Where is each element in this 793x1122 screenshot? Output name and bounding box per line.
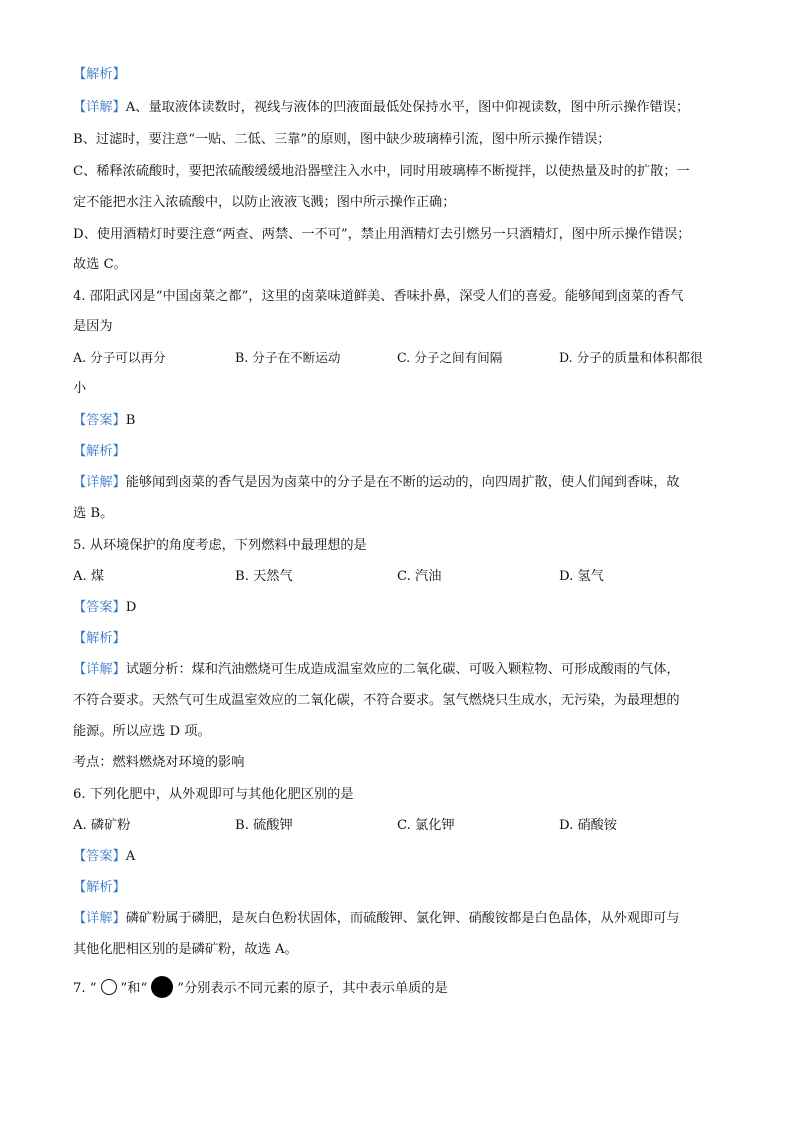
q4-option-d: D. 分子的质量和体积都很: [559, 350, 703, 365]
q6-option-c: C. 氯化钾: [397, 818, 455, 833]
q5-detail-line-2: 不符合要求。天然气可生成温室效应的二氧化碳，不符合要求。氢气燃烧只生成水，无污染，为最理想的: [73, 693, 680, 708]
q3-detail-line-1: [73, 99, 689, 117]
q3-detail-line-3: C、稀释浓硫酸时，要把浓硫酸缓缓地沿器壁注入水中，同时用玻璃棒不断搅拌，以使热量及时的扩散；一: [73, 164, 690, 179]
xiangjie-label: 【详解】: [73, 100, 126, 115]
q7-text-3: ”分别表示不同元素的原子，其中表示单质的是: [177, 981, 448, 996]
daan-label: 【答案】: [73, 849, 126, 864]
q5-option-c: C. 汽油: [397, 569, 442, 584]
xiangjie-label: 【详解】: [73, 911, 126, 926]
q5-detail-line-1: [73, 661, 680, 679]
q6-detail-line-2: 其他化肥相区别的是磷矿粉，故选 A。: [73, 942, 298, 957]
q5-detail-line-3: 能源。所以应选 D 项。: [73, 724, 211, 739]
q5-kaodian: 考点：燃料燃烧对环境的影响: [73, 755, 245, 770]
q3-detail-line-4: 定不能把水注入浓硫酸中，以防止液液飞溅；图中所示操作正确；: [73, 195, 456, 210]
q4-answer-line: [73, 412, 135, 430]
q4-stem-line-2: 是因为: [73, 319, 113, 334]
q6-answer: A: [125, 849, 136, 864]
q5-stem: 5. 从环境保护的角度考虑，下列燃料中最理想的是: [73, 538, 367, 553]
q5-option-b: B. 天然气: [235, 569, 293, 584]
jiexi-label: 【解析】: [73, 444, 126, 459]
q6-option-a: A. 磷矿粉: [73, 818, 131, 833]
filled-circle-atom-icon: [151, 976, 173, 998]
q5-jiexi-tag: [73, 630, 126, 648]
q4-option-b: B. 分子在不断运动: [235, 350, 341, 365]
daan-label: 【答案】: [73, 413, 126, 428]
q3-detail-line-2: B、过滤时，要注意“一贴、二低、三靠”的原则，图中缺少玻璃棒引流，图中所示操作错误；: [73, 132, 611, 147]
q5-answer-line: [73, 599, 136, 617]
open-circle-atom-icon: [101, 979, 117, 995]
q6-stem: 6. 下列化肥中，从外观即可与其他化肥区别的是: [73, 787, 354, 802]
q4-option-c: C. 分子之间有间隔: [397, 350, 503, 365]
xiangjie-label: 【详解】: [73, 662, 126, 677]
q5-answer: D: [125, 600, 137, 615]
q4-detail-line-1: [73, 474, 680, 492]
jiexi-label: 【解析】: [73, 631, 126, 646]
q4-option-d-cont: 小: [73, 381, 87, 396]
q7-text-1: 7. “: [73, 981, 97, 996]
q6-option-d: D. 硝酸铵: [559, 818, 618, 833]
q6-detail-text: 磷矿粉属于磷肥，是灰白色粉状固体，而硫酸钾、氯化钾、硝酸铵都是白色晶体，从外观即可与: [125, 911, 680, 926]
q6-answer-line: [73, 848, 135, 866]
q3-detail-line-5: D、使用酒精灯时要注意“两查、两禁、一不可”，禁止用酒精灯去引燃另一只酒精灯，图中所示操作错误；: [73, 227, 691, 242]
jiexi-label: 【解析】: [73, 880, 126, 895]
q4-answer: B: [125, 413, 136, 428]
xiangjie-label: 【详解】: [73, 475, 126, 490]
daan-label: 【答案】: [73, 600, 126, 615]
q3-jiexi-tag: [73, 66, 126, 84]
q3-detail-text: A、量取液体读数时，视线与液体的凹液面最低处保持水平，图中仰视读数，图中所示操作错误；: [125, 100, 690, 115]
jiexi-label: 【解析】: [73, 67, 126, 82]
q5-option-a: A. 煤: [73, 569, 105, 584]
q4-jiexi-tag: [73, 443, 126, 461]
q6-options: [73, 817, 733, 835]
q6-option-b: B. 硫酸钾: [235, 818, 293, 833]
q3-conclusion: 故选 C。: [73, 257, 127, 272]
q4-detail-text: 能够闻到卤菜的香气是因为卤菜中的分子是在不断的运动的，向四周扩散，使人们闻到香味，故: [125, 475, 680, 490]
q7-stem: [73, 976, 448, 998]
q4-option-a: A. 分子可以再分: [73, 350, 166, 365]
q7-text-2: ”和“: [120, 981, 148, 996]
q4-options: [73, 349, 733, 367]
q4-detail-line-2: 选 B。: [73, 506, 114, 521]
q4-stem-line-1: 4. 邵阳武冈是“中国卤菜之都”，这里的卤菜味道鲜美、香味扑鼻，深受人们的喜爱。能够闻到卤菜的香气: [73, 289, 684, 304]
q5-detail-text: 试题分析：煤和汽油燃烧可生成造成温室效应的二氧化碳、可吸入颗粒物、可形成酸雨的气体，: [125, 662, 680, 677]
q5-options: [73, 568, 733, 586]
q6-jiexi-tag: [73, 879, 126, 897]
q5-option-d: D. 氢气: [559, 569, 604, 584]
q6-detail-line-1: [73, 910, 680, 928]
